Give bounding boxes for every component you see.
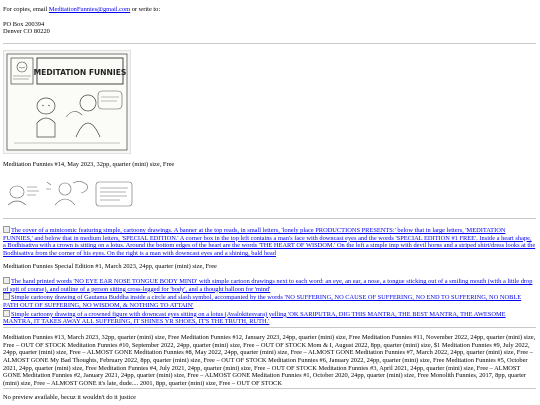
issue-14-caption: Meditation Funnies #14, May 2023, 32pp, quarter (mini) size, Free — [3, 161, 175, 168]
cover-logo-text: MEDITATION FUNNIES — [33, 68, 127, 77]
special-edition-panels — [3, 277, 536, 326]
divider — [3, 327, 536, 328]
contact-suffix: or write to: — [130, 6, 161, 13]
divider — [3, 388, 536, 389]
contact-line — [3, 6, 536, 14]
panel-link[interactable] — [3, 310, 536, 326]
panel-alt-text: Simple cartoony drawing of a crowned figure with downcast eyes sitting on a lotus (Avalokitesvara) yelling 'OK SARIPUTRA, DIG THIS MANTRA, THE BEST MANTRA, THE AWESOME MANTRA, IT TAKES AWAY ALL SUFFERING, IT SHINES YR SHOES, IT'S THE TRUTH, RUTH.' — [3, 310, 506, 326]
panel-alt-text: Simple cartoony drawing of Gautama Buddha inside a circle and slash symbol, accompanied by the words 'NO SUFFERING, NO CAUSE OF SUFFERING, NO END TO SUFFERING, NO NOBLE PATH OUT OF SUFFERING, NO WISDOM, & NOTHING TO ATTAIN' — [3, 294, 522, 310]
panel-link[interactable] — [3, 293, 536, 309]
issue-list: Meditation Funnies #13, March 2023, 32pp, quarter (mini) size, Free Meditation Funnies #12, January 2023, 24pp, quarter (mini) size, Free Meditation Funnies #11, November 2022, 24pp, quarter (mini) size, Free – OUT OF STOCK Meditation Funnies #10, September 2022, 24pp, quarter (mini) size, Free – OUT OF STOCK Mom & I, August 2022, 8pp, quarter (mini) size, $1 Meditation Funnies #9, July 2022, 24pp, quarter (mini) size, Free – ALMOST GONE Meditation Funnies #8, May 2022, 24pp, quarter (mini) size, Free – ALMOST GONE Meditation Funnies #7, March 2022, 24pp, quarter (mini) size, Free – ALMOST GONE My Bad Thoughts, February 2022, 8pp, quarter (mini) size, Free – OUT OF STOCK Meditation Funnies #6, January 2022, 24pp, quarter (mini) size, Free Meditation Funnies #5, October 2021, 24pp, quarter (mini) size, Free Meditation Funnies #4, July 2021, 24pp, quarter (mini) size, Free – OUT OF STOCK Meditation Funnies #3, April 2021, 24pp, quarter (mini) size, Free – ALMOST GONE Meditation Funnies #2, January 2021, 24pp, quarter (mini) size, Free – ALMOST GONE Meditation Funnies #1, October 2020, 24pp, quarter (mini) size, Free Monolith Funnies, 2017, 8pp, quarter (mini) size, Free – ALMOST GONE it's late, dude.... 2001, 8pp, quarter (mini) size, Free – OUT OF STOCK — [3, 334, 536, 388]
panel-alt-text: The hand printed words 'NO EYE EAR NOSE TONGUE BODY MIND' with simple cartoon drawings next to each word: an eye, an ear, a nose, a tongue sticking out of a smiling mouth (with a little drop of spit of course), and outline of a person sitting cross-legged for 'body', and a thought balloon for 'mind' — [3, 278, 533, 293]
issue-14-cover-image[interactable] — [3, 50, 131, 154]
email-link[interactable]: MeditationFunnies@gmail.com — [48, 6, 131, 13]
broken-image-icon — [3, 310, 10, 317]
panel-link[interactable] — [3, 277, 536, 293]
broken-image-icon — [3, 293, 10, 300]
contact-section — [3, 6, 536, 36]
special-edition-cover-link[interactable] — [3, 226, 536, 258]
divider — [3, 218, 536, 219]
cover-drawing — [4, 51, 130, 153]
panel-sketches — [3, 177, 135, 210]
broken-image-icon — [3, 226, 10, 233]
special-edition-caption: Meditation Funnies Special Edition #1, March 2023, 24pp, quarter (mini) size, Free — [3, 263, 217, 270]
broken-image-icon — [3, 277, 10, 284]
address-line-2: Denver CO 80220 — [3, 28, 50, 36]
address-line-1: PO Box 200394 — [3, 20, 45, 28]
contact-prefix: For copies, email — [3, 6, 49, 13]
issue-14-panel-thumbnails — [3, 177, 135, 210]
divider — [3, 43, 536, 44]
special-edition-alt-text: The cover of a minicomic featuring simple, cartoony drawings. A banner at the top reads, in small letters, 'lonely place PRODUCTIONS PRESENTS:' below that in large letters, 'MEDITATION FUNNIES,' and below that in medium letters, 'SPECIAL EDITION.' A corner box in the top left contains a man's face with downcast eyes and the words 'SPECIAL EDITION #1 FREE'. Inside a heart shape, a Bodhisattva with a crown is sitting on a lotus. Around the bottom edges of the heart are the words 'THE HEART OF WISDOM.' On the left a simple imp with devil horns and a striped shirt/dress looks at the Bodhisattva from the corner of his eyes. On the right is a man with downcast eyes and a shining, bald head — [3, 227, 536, 258]
footer-note: No preview available, becuz it wouldn't do it justice — [3, 394, 137, 401]
